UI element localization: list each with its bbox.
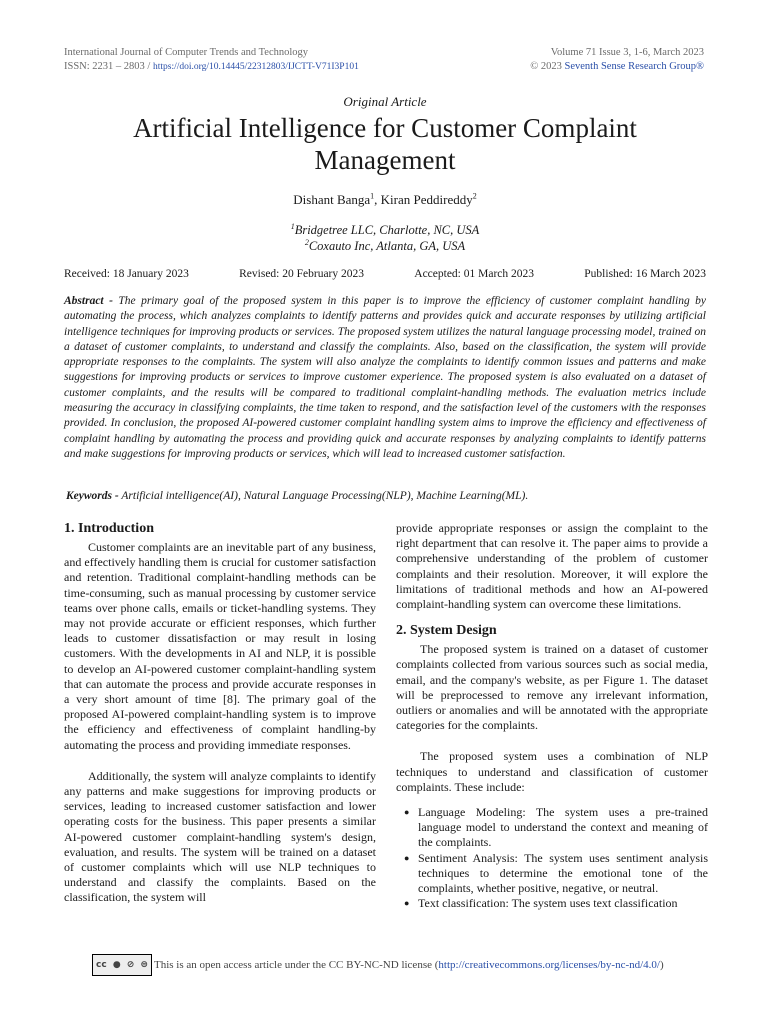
copyright-line [530, 60, 704, 74]
affiliation-1 [0, 222, 770, 238]
nc-icon: ⊘ [126, 960, 135, 970]
affiliation-2-text: Coxauto Inc, Atlanta, GA, USA [308, 239, 466, 253]
affiliation-2-sup: 2 [304, 237, 309, 247]
affiliations [0, 222, 770, 254]
cc-license-icon [92, 954, 152, 976]
paper-title: Artificial Intelligence for Customer Complaint Management [133, 113, 637, 175]
intro-paragraph-2-continued: provide appropriate responses or assign the complaint to the right department that can resolve it. The paper aims to provide a comprehensive understanding of the problem of customer complaints and their resolution. Moreover, it will explore the limitations of traditional methods and how an AI-powered complaint-handling system can overcome these limitations. [396, 521, 708, 612]
date-accepted: Accepted: 01 March 2023 [414, 268, 535, 280]
left-column [64, 520, 376, 906]
author-1: Dishant Banga [293, 192, 371, 207]
issn: ISSN: 2231 – 2803 / [64, 61, 151, 72]
nlp-techniques-list [396, 805, 708, 911]
license-link[interactable]: http://creativecommons.org/licenses/by-nc-nd/4.0/ [438, 959, 660, 971]
keywords-text: Artificial intelligence(AI), Natural Language Processing(NLP), Machine Learning(ML). [121, 490, 529, 502]
list-item: ● Sentiment Analysis: The system uses sentiment analysis techniques to determine the emotional tone of the complaints, whether positive, negative, or neutral. [418, 851, 708, 897]
journal-name: International Journal of Computer Trends and Technology [64, 47, 309, 58]
author-list: Dishant Banga$^1$, Kiran Peddireddy$^2$ [293, 191, 477, 207]
system-design-paragraph-2: The proposed system uses a combination of NLP techniques to understand and classification of customer complaints. These include: [396, 749, 708, 794]
by-icon: ● [112, 960, 121, 970]
author-1-sup: 1 [370, 191, 375, 201]
nd-icon: ⊜ [140, 960, 148, 970]
list-item: ● Language Modeling: The system uses a pre-trained language model to understand the context and meaning of the complaints. [418, 805, 708, 851]
right-column [396, 521, 708, 911]
volume-info: Volume 71 Issue 3, 1-6, March 2023 [550, 47, 704, 58]
author-2-sup: 2 [472, 191, 477, 201]
system-design-paragraph-1: The proposed system is trained on a dataset of customer complaints collected from various sources such as social media, email, and the company's website, as per Figure 1. The dataset will be preprocessed to remove any irrelevant information, outliers or anomalies and will be annotated with the appropriate categories for the complaints. [396, 642, 708, 733]
section-heading-system-design: 2. System Design [396, 623, 497, 639]
affiliation-1-text: Bridgetree LLC, Charlotte, NC, USA [294, 223, 480, 237]
copyright-year: © 2023 [530, 61, 562, 72]
intro-paragraph-2: Additionally, the system will analyze complaints to identify any patterns and make suggestions for improving products or services, leading to increased customer satisfaction and lower operating costs for the business. This paper presents a similar AI-powered customer complaint-handling system's design, evaluation, and results. The system will be trained on a dataset of customer complaints which will use NLP techniques to understand and classify the complaints. Based on the classification, the system will [64, 768, 376, 905]
license-text: This is an open access article under the CC BY-NC-ND license ( [154, 959, 439, 971]
abstract [64, 294, 706, 462]
running-header-left [64, 46, 359, 74]
affiliation-1-sup: 1 [290, 221, 295, 231]
cc-logo-text: cc [96, 960, 107, 970]
abstract-label: Abstract - [64, 295, 113, 307]
affiliation-2 [0, 238, 770, 254]
doi-link[interactable]: https://doi.org/10.14445/22312803/IJCTT-V71I3P101 [152, 62, 359, 72]
keywords [66, 490, 708, 502]
date-published: Published: 16 March 2023 [584, 268, 706, 280]
author-2: Kiran Peddireddy [380, 192, 473, 207]
publisher-link[interactable]: Seventh Sense Research Group® [564, 61, 704, 72]
license-close: ) [660, 959, 664, 971]
keywords-label: Keywords - [66, 490, 119, 502]
running-header-right [530, 46, 704, 74]
date-received: Received: 18 January 2023 [64, 268, 189, 280]
abstract-text: The primary goal of the proposed system in this paper is to improve the efficiency of customer complaint handling by automating the process, which analyzes complaints to identify patterns and provides quick and accurate responses by utilizing artificial intelligence techniques for improving products or services. The proposed system utilizes the natural language processing model, trained on a dataset of customer complaints, to understand and classify the complaints. Also, based on the classification, the system will provide appropriate responses to the complaints. The system will also analyze the complaints to identify common issues and patterns and make suggestions for improving products or services to improve customer experience. The proposed system is also evaluated on a dataset of customer complaints, and the results will be compared to traditional complaint-handling methods. The evaluation metrics include measuring the accuracy in classifying complaints, the time taken to respond, and the satisfaction level of the customers with the responses provided. In conclusion, the proposed AI-powered customer complaint handling system aims to improve the efficiency and effectiveness of complaint handling by automating the process and providing quick and accurate responses by analyzing complaints to identify patterns and make suggestions for improving products or services, which will lead to increased customer satisfaction. [64, 295, 707, 460]
license-footer [92, 954, 664, 976]
list-item: ● Text classification: The system uses text classification [418, 896, 708, 911]
section-heading-introduction: 1. Introduction [64, 521, 154, 536]
date-revised: Revised: 20 February 2023 [239, 268, 365, 280]
issn-line [64, 60, 359, 74]
publication-dates [64, 268, 706, 280]
article-type: Original Article [343, 94, 427, 109]
intro-paragraph-1: Customer complaints are an inevitable part of any business, and effectively handling them is crucial for customer satisfaction and retention. Traditional complaint-handling methods can be time-consuming, such as manual processing by customer service teams over phone calls, emails or ticket-handling systems. They may not provide accurate or efficient responses, which further leads to customer dissatisfaction or may result in losing customers. With the developments in AI and NLP, it is possible to develop an AI-powered customer complaint-handling system that can automate the process and provide accurate responses in a very short amount of time [8]. The primary goal of the proposed AI-powered complaint-handling system is to improve the efficiency and effectiveness of complaint handling-by automating the process and providing immediate responses. [64, 540, 376, 752]
